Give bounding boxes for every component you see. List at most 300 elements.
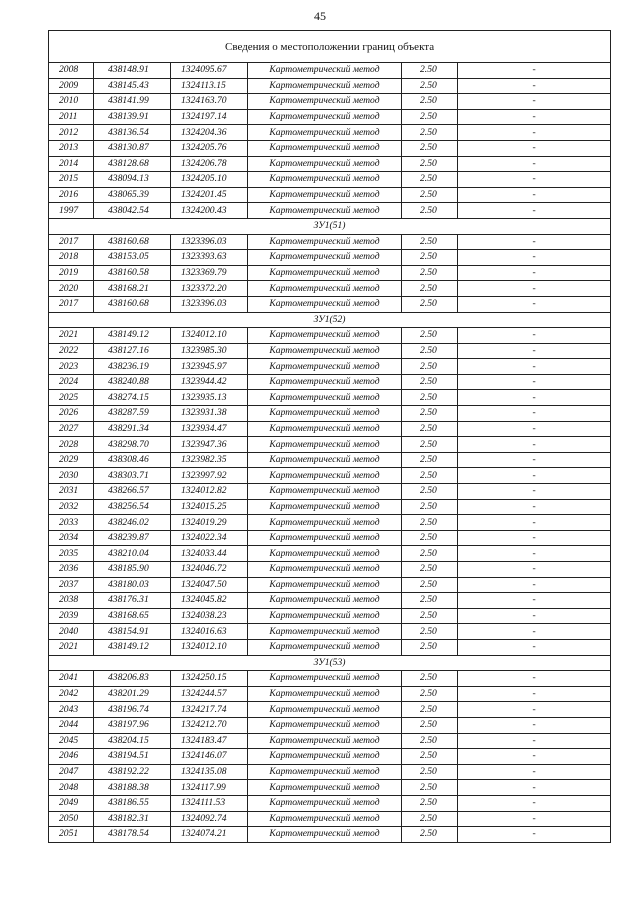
table-row	[49, 530, 611, 546]
section-header: ЗУ1(51)	[49, 218, 611, 234]
accuracy-cell: 2.50	[402, 515, 458, 531]
coord-y-cell: 1324200.43	[171, 203, 248, 219]
description-cell: -	[458, 343, 611, 359]
coord-y-cell: 1324015.25	[171, 499, 248, 515]
method-cell: Картометрический метод	[248, 265, 402, 281]
coord-x-cell: 438298.70	[94, 437, 171, 453]
accuracy-cell: 2.50	[402, 686, 458, 702]
description-cell: -	[458, 265, 611, 281]
coord-y-cell: 1324047.50	[171, 577, 248, 593]
accuracy-cell: 2.50	[402, 281, 458, 297]
description-cell: -	[458, 63, 611, 79]
table-row	[49, 265, 611, 281]
point-number-cell: 2030	[49, 468, 94, 484]
accuracy-cell: 2.50	[402, 374, 458, 390]
method-cell: Картометрический метод	[248, 234, 402, 250]
description-cell: -	[458, 125, 611, 141]
point-number-cell: 2046	[49, 749, 94, 765]
method-cell: Картометрический метод	[248, 639, 402, 655]
coord-x-cell: 438210.04	[94, 546, 171, 562]
method-cell: Картометрический метод	[248, 390, 402, 406]
accuracy-cell: 2.50	[402, 499, 458, 515]
coord-y-cell: 1324217.74	[171, 702, 248, 718]
coord-y-cell: 1323935.13	[171, 390, 248, 406]
table-row	[49, 172, 611, 188]
coord-y-cell: 1324204.36	[171, 125, 248, 141]
coord-y-cell: 1324038.23	[171, 608, 248, 624]
coord-x-cell: 438148.91	[94, 63, 171, 79]
description-cell: -	[458, 562, 611, 578]
description-cell: -	[458, 94, 611, 110]
table-row	[49, 390, 611, 406]
table-row	[49, 125, 611, 141]
coord-y-cell: 1324206.78	[171, 156, 248, 172]
coord-y-cell: 1323985.30	[171, 343, 248, 359]
description-cell: -	[458, 172, 611, 188]
coord-y-cell: 1324074.21	[171, 827, 248, 843]
method-cell: Картометрический метод	[248, 749, 402, 765]
table-row	[49, 468, 611, 484]
point-number-cell: 2020	[49, 281, 94, 297]
point-number-cell: 2050	[49, 811, 94, 827]
description-cell: -	[458, 187, 611, 203]
description-cell: -	[458, 359, 611, 375]
table-row	[49, 187, 611, 203]
coord-y-cell: 1324250.15	[171, 671, 248, 687]
description-cell: -	[458, 234, 611, 250]
accuracy-cell: 2.50	[402, 671, 458, 687]
accuracy-cell: 2.50	[402, 717, 458, 733]
accuracy-cell: 2.50	[402, 421, 458, 437]
method-cell: Картометрический метод	[248, 530, 402, 546]
coord-y-cell: 1324019.29	[171, 515, 248, 531]
coord-x-cell: 438153.05	[94, 250, 171, 266]
method-cell: Картометрический метод	[248, 172, 402, 188]
table-row	[49, 109, 611, 125]
coord-y-cell: 1323393.63	[171, 250, 248, 266]
accuracy-cell: 2.50	[402, 593, 458, 609]
description-cell: -	[458, 499, 611, 515]
method-cell: Картометрический метод	[248, 78, 402, 94]
coord-y-cell: 1323369.79	[171, 265, 248, 281]
accuracy-cell: 2.50	[402, 296, 458, 312]
coord-y-cell: 1323934.47	[171, 421, 248, 437]
coord-x-cell: 438185.90	[94, 562, 171, 578]
accuracy-cell: 2.50	[402, 811, 458, 827]
coord-y-cell: 1324046.72	[171, 562, 248, 578]
description-cell: -	[458, 78, 611, 94]
method-cell: Картометрический метод	[248, 515, 402, 531]
table-row	[49, 359, 611, 375]
table-row	[49, 624, 611, 640]
method-cell: Картометрический метод	[248, 484, 402, 500]
table-row	[49, 78, 611, 94]
point-number-cell: 2048	[49, 780, 94, 796]
description-cell: -	[458, 795, 611, 811]
description-cell: -	[458, 140, 611, 156]
method-cell: Картометрический метод	[248, 608, 402, 624]
coord-y-cell: 1324113.15	[171, 78, 248, 94]
accuracy-cell: 2.50	[402, 749, 458, 765]
description-cell: -	[458, 717, 611, 733]
description-cell: -	[458, 468, 611, 484]
table-row	[49, 686, 611, 702]
description-cell: -	[458, 530, 611, 546]
coord-x-cell: 438246.02	[94, 515, 171, 531]
table-row	[49, 281, 611, 297]
coord-x-cell: 438236.19	[94, 359, 171, 375]
point-number-cell: 2015	[49, 172, 94, 188]
coord-x-cell: 438287.59	[94, 406, 171, 422]
table-row	[49, 639, 611, 655]
coord-x-cell: 438239.87	[94, 530, 171, 546]
point-number-cell: 2026	[49, 406, 94, 422]
coord-y-cell: 1323982.35	[171, 452, 248, 468]
point-number-cell: 2042	[49, 686, 94, 702]
coord-x-cell: 438042.54	[94, 203, 171, 219]
coord-x-cell: 438256.54	[94, 499, 171, 515]
coord-x-cell: 438201.29	[94, 686, 171, 702]
method-cell: Картометрический метод	[248, 577, 402, 593]
description-cell: -	[458, 546, 611, 562]
description-cell: -	[458, 749, 611, 765]
coord-y-cell: 1324012.10	[171, 639, 248, 655]
table-row	[49, 733, 611, 749]
coord-y-cell: 1323372.20	[171, 281, 248, 297]
accuracy-cell: 2.50	[402, 406, 458, 422]
coord-y-cell: 1324163.70	[171, 94, 248, 110]
table-row	[49, 250, 611, 266]
coord-x-cell: 438188.38	[94, 780, 171, 796]
table-row	[49, 499, 611, 515]
coord-y-cell: 1324095.67	[171, 63, 248, 79]
coord-x-cell: 438204.15	[94, 733, 171, 749]
accuracy-cell: 2.50	[402, 328, 458, 344]
accuracy-cell: 2.50	[402, 437, 458, 453]
method-cell: Картометрический метод	[248, 140, 402, 156]
accuracy-cell: 2.50	[402, 203, 458, 219]
coord-x-cell: 438160.68	[94, 296, 171, 312]
coord-y-cell: 1324033.44	[171, 546, 248, 562]
description-cell: -	[458, 374, 611, 390]
coord-y-cell: 1324244.57	[171, 686, 248, 702]
accuracy-cell: 2.50	[402, 827, 458, 843]
coord-x-cell: 438266.57	[94, 484, 171, 500]
section-header-row	[49, 655, 611, 671]
description-cell: -	[458, 406, 611, 422]
accuracy-cell: 2.50	[402, 140, 458, 156]
accuracy-cell: 2.50	[402, 795, 458, 811]
accuracy-cell: 2.50	[402, 577, 458, 593]
accuracy-cell: 2.50	[402, 78, 458, 94]
method-cell: Картометрический метод	[248, 125, 402, 141]
table-row	[49, 203, 611, 219]
method-cell: Картометрический метод	[248, 827, 402, 843]
coord-y-cell: 1324205.76	[171, 140, 248, 156]
point-number-cell: 2034	[49, 530, 94, 546]
point-number-cell: 2043	[49, 702, 94, 718]
method-cell: Картометрический метод	[248, 359, 402, 375]
table-row	[49, 671, 611, 687]
point-number-cell: 2009	[49, 78, 94, 94]
method-cell: Картометрический метод	[248, 296, 402, 312]
accuracy-cell: 2.50	[402, 187, 458, 203]
coord-x-cell: 438206.83	[94, 671, 171, 687]
method-cell: Картометрический метод	[248, 156, 402, 172]
point-number-cell: 2021	[49, 639, 94, 655]
table-row	[49, 717, 611, 733]
coord-x-cell: 438065.39	[94, 187, 171, 203]
description-cell: -	[458, 250, 611, 266]
description-cell: -	[458, 702, 611, 718]
accuracy-cell: 2.50	[402, 452, 458, 468]
coord-x-cell: 438139.91	[94, 109, 171, 125]
coord-x-cell: 438154.91	[94, 624, 171, 640]
accuracy-cell: 2.50	[402, 733, 458, 749]
coord-x-cell: 438192.22	[94, 764, 171, 780]
accuracy-cell: 2.50	[402, 702, 458, 718]
method-cell: Картометрический метод	[248, 374, 402, 390]
method-cell: Картометрический метод	[248, 63, 402, 79]
coord-y-cell: 1324092.74	[171, 811, 248, 827]
description-cell: -	[458, 203, 611, 219]
coord-y-cell: 1324045.82	[171, 593, 248, 609]
table-title-row	[49, 31, 611, 63]
description-cell: -	[458, 593, 611, 609]
accuracy-cell: 2.50	[402, 530, 458, 546]
point-number-cell: 2045	[49, 733, 94, 749]
method-cell: Картометрический метод	[248, 562, 402, 578]
accuracy-cell: 2.50	[402, 156, 458, 172]
description-cell: -	[458, 639, 611, 655]
point-number-cell: 2029	[49, 452, 94, 468]
table-row	[49, 546, 611, 562]
coord-y-cell: 1324197.14	[171, 109, 248, 125]
method-cell: Картометрический метод	[248, 702, 402, 718]
coord-x-cell: 438186.55	[94, 795, 171, 811]
description-cell: -	[458, 577, 611, 593]
method-cell: Картометрический метод	[248, 343, 402, 359]
table-row	[49, 296, 611, 312]
accuracy-cell: 2.50	[402, 562, 458, 578]
coord-x-cell: 438308.46	[94, 452, 171, 468]
accuracy-cell: 2.50	[402, 250, 458, 266]
point-number-cell: 2012	[49, 125, 94, 141]
table-row	[49, 577, 611, 593]
description-cell: -	[458, 686, 611, 702]
description-cell: -	[458, 328, 611, 344]
table-row	[49, 343, 611, 359]
table-title: Сведения о местоположении границ объекта	[49, 31, 611, 63]
table-row	[49, 374, 611, 390]
boundary-table-container	[48, 30, 610, 843]
coord-x-cell: 438160.68	[94, 234, 171, 250]
coord-y-cell: 1323947.36	[171, 437, 248, 453]
coord-x-cell: 438168.65	[94, 608, 171, 624]
coord-x-cell: 438291.34	[94, 421, 171, 437]
accuracy-cell: 2.50	[402, 608, 458, 624]
point-number-cell: 2051	[49, 827, 94, 843]
method-cell: Картометрический метод	[248, 671, 402, 687]
point-number-cell: 2033	[49, 515, 94, 531]
description-cell: -	[458, 390, 611, 406]
table-row	[49, 811, 611, 827]
description-cell: -	[458, 484, 611, 500]
coord-x-cell: 438145.43	[94, 78, 171, 94]
coord-y-cell: 1324135.08	[171, 764, 248, 780]
accuracy-cell: 2.50	[402, 265, 458, 281]
description-cell: -	[458, 515, 611, 531]
coord-y-cell: 1324201.45	[171, 187, 248, 203]
method-cell: Картометрический метод	[248, 593, 402, 609]
table-row	[49, 608, 611, 624]
point-number-cell: 2011	[49, 109, 94, 125]
accuracy-cell: 2.50	[402, 343, 458, 359]
coord-x-cell: 438149.12	[94, 639, 171, 655]
table-row	[49, 780, 611, 796]
coord-x-cell: 438303.71	[94, 468, 171, 484]
coord-y-cell: 1323944.42	[171, 374, 248, 390]
coord-y-cell: 1324183.47	[171, 733, 248, 749]
description-cell: -	[458, 296, 611, 312]
accuracy-cell: 2.50	[402, 780, 458, 796]
description-cell: -	[458, 452, 611, 468]
coord-x-cell: 438128.68	[94, 156, 171, 172]
point-number-cell: 1997	[49, 203, 94, 219]
accuracy-cell: 2.50	[402, 639, 458, 655]
coord-x-cell: 438141.99	[94, 94, 171, 110]
coord-x-cell: 438160.58	[94, 265, 171, 281]
table-row	[49, 749, 611, 765]
coord-y-cell: 1323396.03	[171, 234, 248, 250]
description-cell: -	[458, 764, 611, 780]
method-cell: Картометрический метод	[248, 499, 402, 515]
table-row	[49, 452, 611, 468]
method-cell: Картометрический метод	[248, 733, 402, 749]
table-row	[49, 234, 611, 250]
point-number-cell: 2038	[49, 593, 94, 609]
method-cell: Картометрический метод	[248, 250, 402, 266]
method-cell: Картометрический метод	[248, 406, 402, 422]
coord-y-cell: 1324146.07	[171, 749, 248, 765]
coord-x-cell: 438094.13	[94, 172, 171, 188]
boundary-table	[48, 30, 611, 843]
method-cell: Картометрический метод	[248, 281, 402, 297]
method-cell: Картометрический метод	[248, 764, 402, 780]
table-row	[49, 94, 611, 110]
table-row	[49, 593, 611, 609]
point-number-cell: 2035	[49, 546, 94, 562]
point-number-cell: 2023	[49, 359, 94, 375]
method-cell: Картометрический метод	[248, 811, 402, 827]
description-cell: -	[458, 421, 611, 437]
accuracy-cell: 2.50	[402, 764, 458, 780]
coord-y-cell: 1324012.82	[171, 484, 248, 500]
description-cell: -	[458, 608, 611, 624]
method-cell: Картометрический метод	[248, 328, 402, 344]
point-number-cell: 2031	[49, 484, 94, 500]
accuracy-cell: 2.50	[402, 94, 458, 110]
point-number-cell: 2049	[49, 795, 94, 811]
description-cell: -	[458, 624, 611, 640]
method-cell: Картометрический метод	[248, 468, 402, 484]
table-row	[49, 484, 611, 500]
point-number-cell: 2017	[49, 296, 94, 312]
accuracy-cell: 2.50	[402, 125, 458, 141]
description-cell: -	[458, 437, 611, 453]
coord-y-cell: 1324111.53	[171, 795, 248, 811]
coord-y-cell: 1323945.97	[171, 359, 248, 375]
accuracy-cell: 2.50	[402, 624, 458, 640]
point-number-cell: 2041	[49, 671, 94, 687]
method-cell: Картометрический метод	[248, 109, 402, 125]
description-cell: -	[458, 671, 611, 687]
method-cell: Картометрический метод	[248, 717, 402, 733]
section-header: ЗУ1(52)	[49, 312, 611, 328]
point-number-cell: 2013	[49, 140, 94, 156]
point-number-cell: 2010	[49, 94, 94, 110]
method-cell: Картометрический метод	[248, 795, 402, 811]
method-cell: Картометрический метод	[248, 452, 402, 468]
coord-x-cell: 438240.88	[94, 374, 171, 390]
coord-x-cell: 438182.31	[94, 811, 171, 827]
coord-y-cell: 1324212.70	[171, 717, 248, 733]
coord-x-cell: 438127.16	[94, 343, 171, 359]
point-number-cell: 2025	[49, 390, 94, 406]
table-row	[49, 795, 611, 811]
accuracy-cell: 2.50	[402, 546, 458, 562]
coord-x-cell: 438197.96	[94, 717, 171, 733]
accuracy-cell: 2.50	[402, 234, 458, 250]
coord-x-cell: 438130.87	[94, 140, 171, 156]
point-number-cell: 2014	[49, 156, 94, 172]
point-number-cell: 2032	[49, 499, 94, 515]
description-cell: -	[458, 811, 611, 827]
section-header-row	[49, 218, 611, 234]
table-row	[49, 63, 611, 79]
description-cell: -	[458, 827, 611, 843]
coord-y-cell: 1324205.10	[171, 172, 248, 188]
point-number-cell: 2021	[49, 328, 94, 344]
method-cell: Картометрический метод	[248, 780, 402, 796]
coord-y-cell: 1324012.10	[171, 328, 248, 344]
method-cell: Картометрический метод	[248, 686, 402, 702]
table-row	[49, 764, 611, 780]
coord-x-cell: 438274.15	[94, 390, 171, 406]
table-row	[49, 562, 611, 578]
accuracy-cell: 2.50	[402, 63, 458, 79]
coord-x-cell: 438176.31	[94, 593, 171, 609]
coord-x-cell: 438178.54	[94, 827, 171, 843]
table-row	[49, 515, 611, 531]
coord-y-cell: 1324022.34	[171, 530, 248, 546]
table-row	[49, 156, 611, 172]
description-cell: -	[458, 780, 611, 796]
point-number-cell: 2027	[49, 421, 94, 437]
table-row	[49, 702, 611, 718]
point-number-cell: 2019	[49, 265, 94, 281]
coord-y-cell: 1323396.03	[171, 296, 248, 312]
point-number-cell: 2039	[49, 608, 94, 624]
point-number-cell: 2036	[49, 562, 94, 578]
accuracy-cell: 2.50	[402, 484, 458, 500]
table-row	[49, 421, 611, 437]
coord-x-cell: 438180.03	[94, 577, 171, 593]
coord-y-cell: 1324016.63	[171, 624, 248, 640]
coord-y-cell: 1324117.99	[171, 780, 248, 796]
description-cell: -	[458, 156, 611, 172]
method-cell: Картометрический метод	[248, 187, 402, 203]
